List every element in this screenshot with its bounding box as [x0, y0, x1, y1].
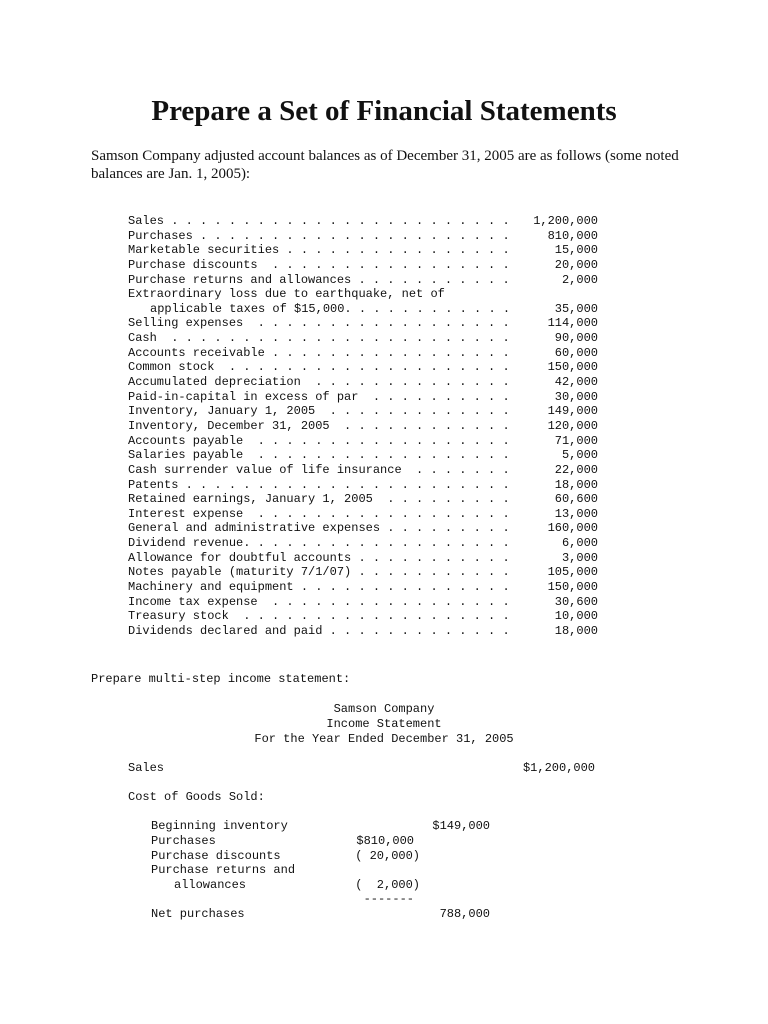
balance-label: Sales . . . . . . . . . . . . . . . . . . . . . . . . — [128, 214, 510, 228]
purchase-discounts-label: Purchase discounts — [151, 849, 281, 863]
balance-row — [128, 609, 598, 624]
balance-amount: 10,000 — [554, 609, 598, 624]
purchases-label: Purchases — [151, 834, 216, 848]
balance-row — [128, 229, 598, 244]
balance-label: Dividend revenue. . . . . . . . . . . . . . . . . . . — [128, 536, 510, 551]
balance-amount: 114,000 — [547, 316, 598, 331]
balance-row — [128, 507, 598, 522]
statement-period: For the Year Ended December 31, 2005 — [254, 732, 514, 746]
balance-label: Allowance for doubtful accounts . . . . . . . . . . . — [128, 550, 510, 565]
cogs-label: Cost of Goods Sold: — [128, 790, 265, 804]
balance-label: Treasury stock . . . . . . . . . . . . . . . . . . . — [128, 609, 510, 624]
balance-amount: 5,000 — [561, 448, 598, 463]
balance-label: Retained earnings, January 1, 2005 . . . . . . . . . — [128, 492, 510, 507]
beginning-inventory-amount: $149,000 — [432, 819, 490, 833]
balance-label: Dividends declared and paid . . . . . . . . . . . . . — [128, 623, 510, 638]
balance-label: Income tax expense . . . . . . . . . . . . . . . . . — [128, 594, 510, 609]
balance-amount: 60,600 — [554, 492, 598, 507]
balance-label: Purchases . . . . . . . . . . . . . . . . . . . . . . — [128, 228, 510, 243]
balance-label: Salaries payable . . . . . . . . . . . . . . . . . . — [128, 448, 510, 463]
subtotal-rule: ------- — [363, 892, 414, 906]
instruction-text: Prepare multi-step income statement: — [91, 672, 351, 686]
balance-amount: 105,000 — [547, 565, 598, 580]
balance-amount: 18,000 — [554, 623, 598, 638]
balance-label: Accounts payable . . . . . . . . . . . . . . . . . . — [128, 433, 510, 448]
balance-amount: 160,000 — [547, 521, 598, 536]
balance-amount: 30,600 — [554, 594, 598, 609]
balance-amount: 60,000 — [554, 345, 598, 360]
balance-row — [128, 316, 598, 331]
balance-amount: 120,000 — [547, 418, 598, 433]
balance-row — [128, 360, 598, 375]
balance-row — [128, 331, 598, 346]
purchase-discounts-amount: ( 20,000) — [355, 849, 420, 863]
net-purchases-label: Net purchases — [151, 907, 245, 921]
balance-label: Extraordinary loss due to earthquake, net of — [128, 287, 445, 302]
balance-amount: 149,000 — [547, 404, 598, 419]
balance-label: Patents . . . . . . . . . . . . . . . . . . . . . . . — [128, 477, 510, 492]
balance-amount: 90,000 — [554, 331, 598, 346]
balance-row — [128, 448, 598, 463]
balance-row — [128, 463, 598, 478]
allowances-label: allowances — [174, 878, 247, 892]
balance-amount: 3,000 — [561, 550, 598, 565]
balance-row — [128, 287, 598, 302]
balance-row — [128, 521, 598, 536]
purchases-amount: $810,000 — [356, 834, 414, 848]
balance-row — [128, 346, 598, 361]
sales-label: Sales — [128, 761, 165, 775]
balance-label: General and administrative expenses . . . . . . . . . — [128, 521, 510, 536]
balance-label: Purchase returns and allowances . . . . . . . . . . . — [128, 272, 510, 287]
balance-amount: 150,000 — [547, 580, 598, 595]
purchase-returns-label: Purchase returns and — [151, 863, 296, 877]
balance-label: Notes payable (maturity 7/1/07) . . . . . . . . . . . — [128, 565, 510, 580]
balance-amount: 71,000 — [554, 433, 598, 448]
statement-name: Income Statement — [326, 717, 442, 731]
balance-amount: 1,200,000 — [533, 214, 598, 228]
balance-label: Common stock . . . . . . . . . . . . . . . . . . . . — [128, 360, 510, 375]
balance-row — [128, 419, 598, 434]
balance-label: Interest expense . . . . . . . . . . . . . . . . . . — [128, 506, 510, 521]
balance-row — [128, 404, 598, 419]
purchase-returns-amount: ( 2,000) — [355, 878, 420, 892]
balance-row — [128, 580, 598, 595]
balance-amount: 810,000 — [547, 228, 598, 243]
balance-row — [128, 624, 598, 639]
balance-amount: 2,000 — [561, 272, 598, 287]
balance-label: Cash . . . . . . . . . . . . . . . . . . . . . . . . — [128, 331, 510, 346]
balance-label: Accumulated depreciation . . . . . . . . . . . . . . — [128, 375, 510, 390]
company-name: Samson Company — [333, 702, 435, 716]
balance-label: Selling expenses . . . . . . . . . . . . . . . . . . — [128, 316, 510, 331]
balance-label: Machinery and equipment . . . . . . . . . . . . . . . — [128, 580, 510, 595]
balance-row — [128, 390, 598, 405]
balance-row — [128, 536, 598, 551]
balance-amount: 35,000 — [554, 301, 598, 316]
income-statement-heading — [0, 702, 768, 747]
balance-amount: 13,000 — [554, 506, 598, 521]
net-purchases-amount: 788,000 — [439, 907, 490, 921]
sales-amount: $1,200,000 — [522, 761, 595, 775]
balance-label: Paid-in-capital in excess of par . . . . . . . . . . — [128, 389, 510, 404]
account-balances-list — [128, 214, 598, 639]
intro-paragraph: Samson Company adjusted account balances as of December 31, 2005 are as follows (some noted balances are Jan. 1, 2005): — [91, 148, 679, 182]
balance-row — [128, 478, 598, 493]
balance-label: Marketable securities . . . . . . . . . . . . . . . . — [128, 243, 510, 258]
balance-amount: 22,000 — [554, 462, 598, 477]
balance-amount: 150,000 — [547, 360, 598, 375]
balance-amount: 20,000 — [554, 257, 598, 272]
balance-amount: 18,000 — [554, 477, 598, 492]
balance-amount: 42,000 — [554, 375, 598, 390]
balance-row — [128, 565, 598, 580]
balance-row — [128, 375, 598, 390]
balance-row — [128, 551, 598, 566]
beginning-inventory-label: Beginning inventory — [151, 819, 288, 833]
balance-label: Cash surrender value of life insurance . . . . . . . — [128, 462, 510, 477]
balance-amount: 15,000 — [554, 243, 598, 258]
balance-row — [128, 302, 598, 317]
balance-row — [128, 243, 598, 258]
balance-label: Inventory, January 1, 2005 . . . . . . . . . . . . . — [128, 404, 510, 419]
balance-amount: 6,000 — [561, 536, 598, 551]
balance-amount: 30,000 — [554, 389, 598, 404]
balance-row — [128, 595, 598, 610]
balance-label: Inventory, December 31, 2005 . . . . . . . . . . . . — [128, 418, 510, 433]
balance-row — [128, 214, 598, 229]
balance-row — [128, 492, 598, 507]
balance-label: Purchase discounts . . . . . . . . . . . . . . . . . — [128, 257, 510, 272]
balance-label: applicable taxes of $15,000. . . . . . . . . . . . — [150, 301, 511, 316]
balance-row — [128, 434, 598, 449]
balance-row — [128, 258, 598, 273]
page-title: Prepare a Set of Financial Statements — [151, 95, 617, 127]
balance-label: Accounts receivable . . . . . . . . . . . . . . . . . — [128, 345, 510, 360]
balance-row — [128, 273, 598, 288]
